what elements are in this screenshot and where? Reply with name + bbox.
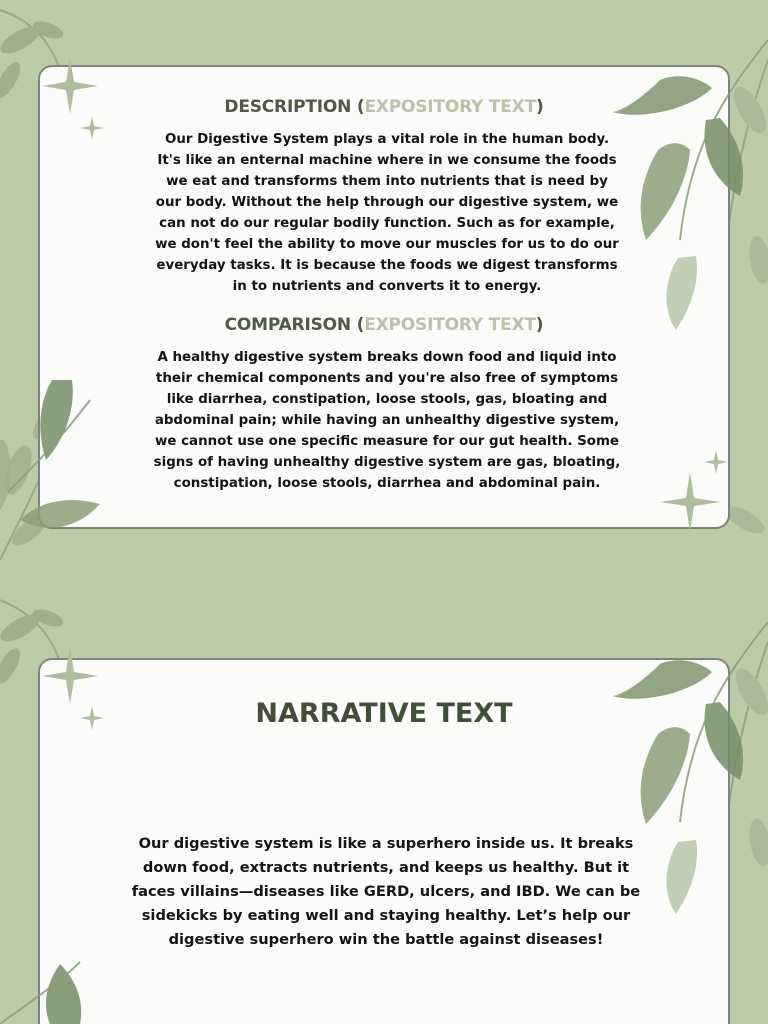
narrative-heading: NARRATIVE TEXT <box>255 698 513 729</box>
description-paragraph: Our Digestive System plays a vital role in the human body. It's like an enternal machine where in we consume the foods we eat and transforms them into nutrients that is need by our body. Without the help through our digestive system, we can not do our regular bodily function. Such as for example, we don't feel the ability to move our muscles for us to do our everyday tasks. It is because the foods we digest transforms in to nutrients and converts it to energy. <box>155 132 619 294</box>
comparison-heading-open: ( <box>350 315 365 335</box>
description-heading <box>40 97 728 117</box>
description-heading-close: ) <box>536 97 544 117</box>
comparison-heading <box>40 315 728 335</box>
description-card <box>38 65 730 529</box>
comparison-heading-accent: EXPOSITORY TEXT <box>364 315 536 335</box>
slide-narrative <box>0 592 768 1024</box>
description-heading-main: DESCRIPTION <box>224 97 352 117</box>
description-heading-accent: EXPOSITORY TEXT <box>364 97 536 117</box>
comparison-paragraph: A healthy digestive system breaks down food and liquid into their chemical components and you're also free of symptoms like diarrhea, constipation, loose stools, gas, bloating and abdominal pain; while having an unhealthy digestive system, we cannot use one specific measure for our gut health. Some signs of having unhealthy digestive system are gas, bloating, constipation, loose stools, diarrhea and abdominal pain. <box>153 350 621 491</box>
comparison-heading-close: ) <box>535 315 544 335</box>
narrative-paragraph: Our digestive system is like a superhero inside us. It breaks down food, extracts nutrients, and keeps us healthy. But it faces villains—diseases like GERD, ulcers, and IBD. We can be sidekicks by eating well and staying healthy. Let’s help our digestive superhero win the battle against diseases! <box>131 835 641 948</box>
description-heading-open: ( <box>351 97 365 117</box>
narrative-card <box>38 658 730 1024</box>
comparison-heading-main: COMPARISON <box>224 315 351 335</box>
